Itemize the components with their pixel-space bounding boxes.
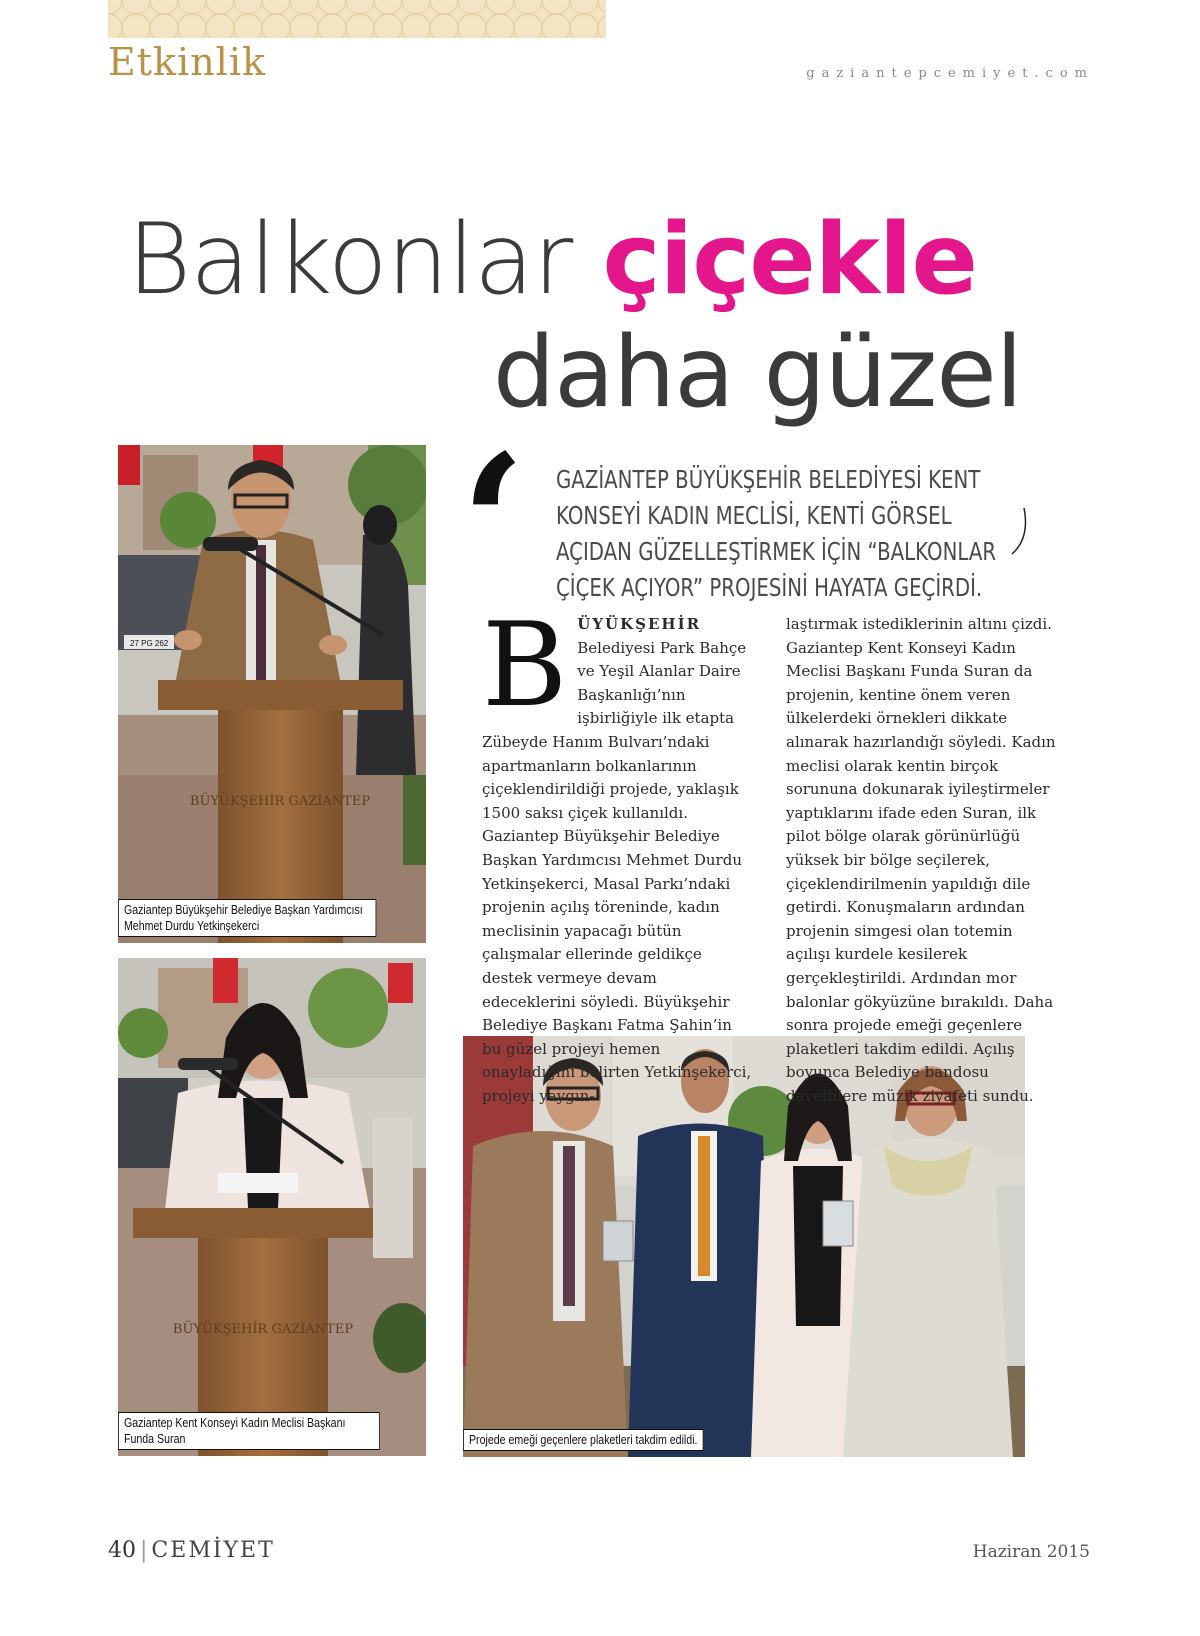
photo-speaker-woman-image	[118, 958, 426, 1456]
headline-part-1: Balkonlar	[127, 203, 573, 317]
quote-mark-icon: ‘	[460, 413, 527, 636]
footer-separator: |	[140, 1538, 148, 1563]
magazine-name: CEMİYET	[151, 1538, 275, 1563]
photo-caption: Gaziantep Büyükşehir Belediye Başkan Yardımcısı Mehmet Durdu Yetkinşekerci	[118, 899, 376, 937]
podium-logo-text: BÜYÜKŞEHİR GAZİANTEP	[172, 1322, 354, 1337]
car-plate: 27 PG 262	[130, 639, 169, 648]
body-column-1	[482, 598, 754, 1108]
headline-highlight: çiçekle	[602, 203, 977, 317]
headline-line-1	[127, 205, 977, 315]
page-number: 40	[108, 1538, 136, 1563]
section-label: Etkinlik	[108, 40, 266, 84]
photo-speaker-woman	[118, 958, 426, 1456]
body-lead-word: ÜYÜKŞEHİR	[577, 615, 702, 633]
headline-line-2: daha güzel	[493, 316, 1022, 430]
body-column-1-text: Belediyesi Park Bahçe ve Yeşil Alanlar Daire Başkanlığı’nın işbirliğiyle ilk etapta Zübeyde Hanım Bulvarı’ndaki apartmanların bolkanlarının çiçeklendirildiği projede, yaklaşık 1500 saksı çiçek kullanıldı. Gaziantep Büyükşehir Belediye Başkan Yardımcısı Mehmet Durdu Yetkinşekerci, Masal Parkı’ndaki projenin açılış töreninde, kadın meclisinin yapacağı bütün çalışmalar ellerinde geldikçe destek vermeye devam edeceklerini söyledi. Büyükşehir Belediye Başkanı Fatma Şahin’in bu güzel projeyi hemen onayladığını belirten Yetkinşekerci, projeyi yaygın-	[482, 638, 752, 1105]
photo-speaker-man	[118, 445, 426, 943]
lead-curve-decoration	[1010, 506, 1032, 556]
issue-date: Haziran 2015	[972, 1542, 1090, 1562]
podium-logo-text: BÜYÜKŞEHİR GAZİANTEP	[189, 794, 371, 809]
photo-caption: Gaziantep Kent Konseyi Kadın Meclisi Başkanı Funda Suran	[118, 1412, 380, 1450]
body-column-2: laştırmak istediklerinin altını çizdi. Gaziantep Kent Konseyi Kadın Meclisi Başkanı Funda Suran da projenin, kentine önem veren ülkelerdeki örnekleri dikkate alınarak hazırlandığı söyledi. Kadın meclisi olarak kentin birçok sorununa dokunarak iyileştirmeler yaptıklarını ifade eden Suran, ilk pilot bölge olarak görünürlüğü yüksek bir bölge seçilerek, çiçeklendirilmenin yapıldığı dile getirdi. Konuşmaların ardından projenin simgesi olan totemin açılışı kurdele kesilerek gerçekleştirildi. Ardından mor balonlar gökyüzüne bırakıldı. Daha sonra projede emeği geçenlere plaketleri takdim edildi. Açılış boyunca Belediye bandosu davetlilere müzik ziyafeti sundu.	[786, 615, 1056, 1105]
decorative-pattern-band	[108, 0, 606, 38]
article-lead: GAZİANTEP BÜYÜKŞEHİR BELEDİYESİ KENT KONSEYİ KADIN MECLİSİ, KENTİ GÖRSEL AÇIDAN GÜZELLEŞTİRMEK İÇİN “BALKONLAR ÇİÇEK AÇIYOR” PROJESİNİ HAYATA GEÇİRDİ.	[556, 465, 997, 602]
photo-caption: Projede emeği geçenlere plaketleri takdim edildi.	[463, 1429, 703, 1451]
footer-left	[108, 1538, 275, 1563]
drop-cap: B	[482, 598, 568, 733]
site-url[interactable]: gaziantepcemiyet.com	[806, 66, 1094, 81]
photo-speaker-man-image	[118, 445, 426, 943]
